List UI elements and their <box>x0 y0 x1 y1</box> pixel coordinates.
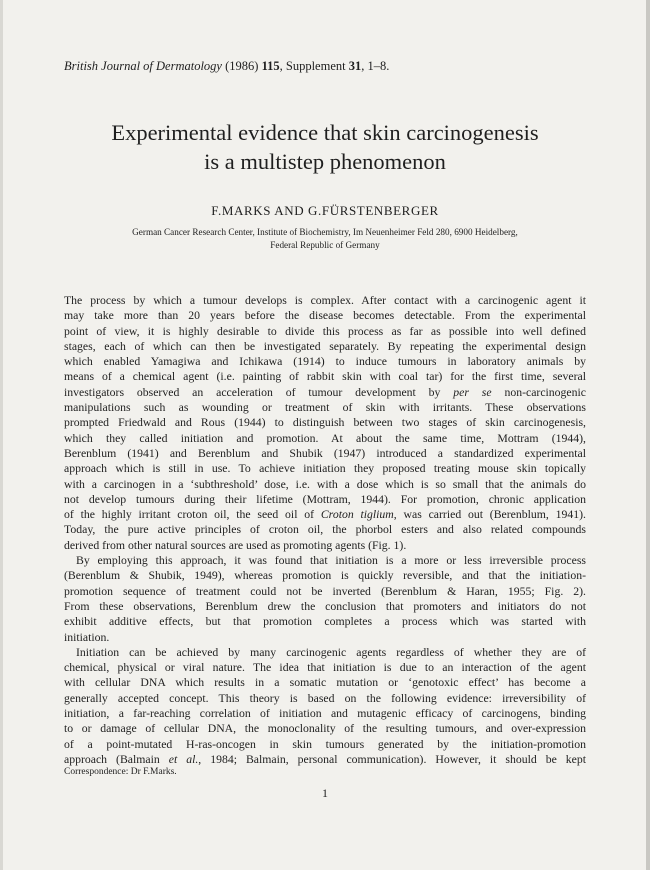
text-line: chemical, physical or viral nature. The idea that initiation is due to an interaction of the agent <box>64 661 586 675</box>
text-line: Berenblum (1941) and Berenblum and Shubik (1947) introduced a standardized experimental <box>64 446 586 460</box>
text-line: The process by which a tumour develops is complex. After contact with a carcinogenic agent it <box>64 294 586 307</box>
text-line: promotion sequence of treatment could not be inverted (Berenblum & Haran, 1955; Fig. 2). <box>64 584 586 598</box>
text-line: of a point-mutated H-ras-oncogen in skin tumours generated by the initiation-promotion <box>64 737 586 751</box>
text-line: with cellular DNA which results in a somatic mutation or ‘genotoxic effect’ has become a <box>64 676 586 690</box>
author-affiliation <box>60 226 590 251</box>
text-line: From these observations, Berenblum drew the conclusion that promoters and initiators do not <box>64 599 586 613</box>
title-line: Experimental evidence that skin carcinogenesis <box>111 120 539 145</box>
text-line: which enabled Yamagiwa and Ichikawa (1914) to induce tumours in laboratory animals by <box>64 355 586 369</box>
journal-name: British Journal of Dermatology <box>64 59 222 73</box>
paragraph <box>64 293 586 553</box>
text-line: stages, each of which can then be investigated separately. By repeating the experimental design <box>64 339 586 353</box>
journal-citation <box>64 59 389 74</box>
text-line: (Berenblum & Shubik, 1949), whereas promotion is quickly reversible, and that the initiation- <box>64 569 586 583</box>
italic-term: et al. <box>168 752 199 766</box>
text-line: Today, the pure active principles of croton oil, the phorbol esters and also related compounds <box>64 523 586 537</box>
text-line: approach which is still in use. To achieve initiation they proposed treating mouse skin topically <box>64 462 586 476</box>
text-line: prompted Friedwald and Rous (1944) to distinguish between two stages of skin carcinogenesis, <box>64 416 586 430</box>
text-line: means of a chemical agent (i.e. painting of rabbit skin with coal tar) for the first time, several <box>64 370 586 384</box>
text-line: manipulations such as wounding or treatment of skin with irritants. These observations <box>64 401 586 415</box>
correspondence-note: Correspondence: Dr F.Marks. <box>64 767 177 777</box>
text-line: may take more than 20 years before the disease becomes detectable. From the experimental <box>64 309 586 323</box>
text-line: approach (Balmain et al., 1984; Balmain, personal communication). However, it should be kept <box>64 752 587 766</box>
text-line: Initiation can be achieved by many carcinogenic agents regardless of whether they are of <box>76 645 586 659</box>
article-authors: F.MARKS AND G.FÜRSTENBERGER <box>211 203 439 218</box>
text-line: not develop tumours during their lifetime (Mottram, 1944). For promotion, chronic application <box>64 492 586 506</box>
text-line: By employing this approach, it was found that initiation is a more or less irreversible process <box>76 554 586 568</box>
text-line: initiation. <box>64 630 110 644</box>
text-line: which they called initiation and promotion. At about the same time, Mottram (1944), <box>64 431 586 445</box>
text-line: investigators observed an acceleration of tumour development by per se non-carcinogenic <box>64 385 586 399</box>
page-range: , 1–8. <box>361 59 390 73</box>
page-number: 1 <box>322 786 328 800</box>
text-line: point of view, it is highly desirable to divide this process as far as possible into well defined <box>64 324 586 338</box>
affiliation-line: German Cancer Research Center, Institute of Biochemistry, Im Neuenheimer Feld 280, 6900 Heidelberg, <box>132 227 518 237</box>
title-line: is a multistep phenomenon <box>204 149 446 174</box>
paragraph <box>64 645 586 767</box>
journal-year: (1986) <box>225 59 262 73</box>
text-line: derived from other natural sources are used as promoting agents (Fig. 1). <box>64 538 407 552</box>
italic-term: Croton tiglium <box>320 508 394 522</box>
text-line: exhibit additive effects, but that promotion completes a process which was started with <box>64 615 586 629</box>
text-line: with a carcinogen in a ‘subthreshold’ dose, i.e. with a dose which is so small that the animals do <box>64 477 586 491</box>
supplement-number: 31 <box>348 59 362 73</box>
text-line: to or damage of cellular DNA, the monoclonality of the resulting tumours, and over-expression <box>64 722 586 736</box>
supplement-label: , Supplement <box>279 59 349 73</box>
article-body <box>64 293 586 767</box>
paragraph <box>64 553 586 645</box>
journal-volume: 115 <box>261 59 280 73</box>
text-line: initiation, a far-reaching correlation of initiation and mutagenic efficacy of carcinogens, binding <box>64 707 586 721</box>
text-line: of the highly irritant croton oil, the seed oil of Croton tiglium, was carried out (Berenblum, 1941). <box>64 508 586 522</box>
text-line: generally accepted concept. This theory is based on the following evidence: irreversibility of <box>64 691 586 705</box>
italic-term: per se <box>453 385 492 399</box>
article-title <box>0 118 650 176</box>
affiliation-line: Federal Republic of Germany <box>270 239 380 250</box>
